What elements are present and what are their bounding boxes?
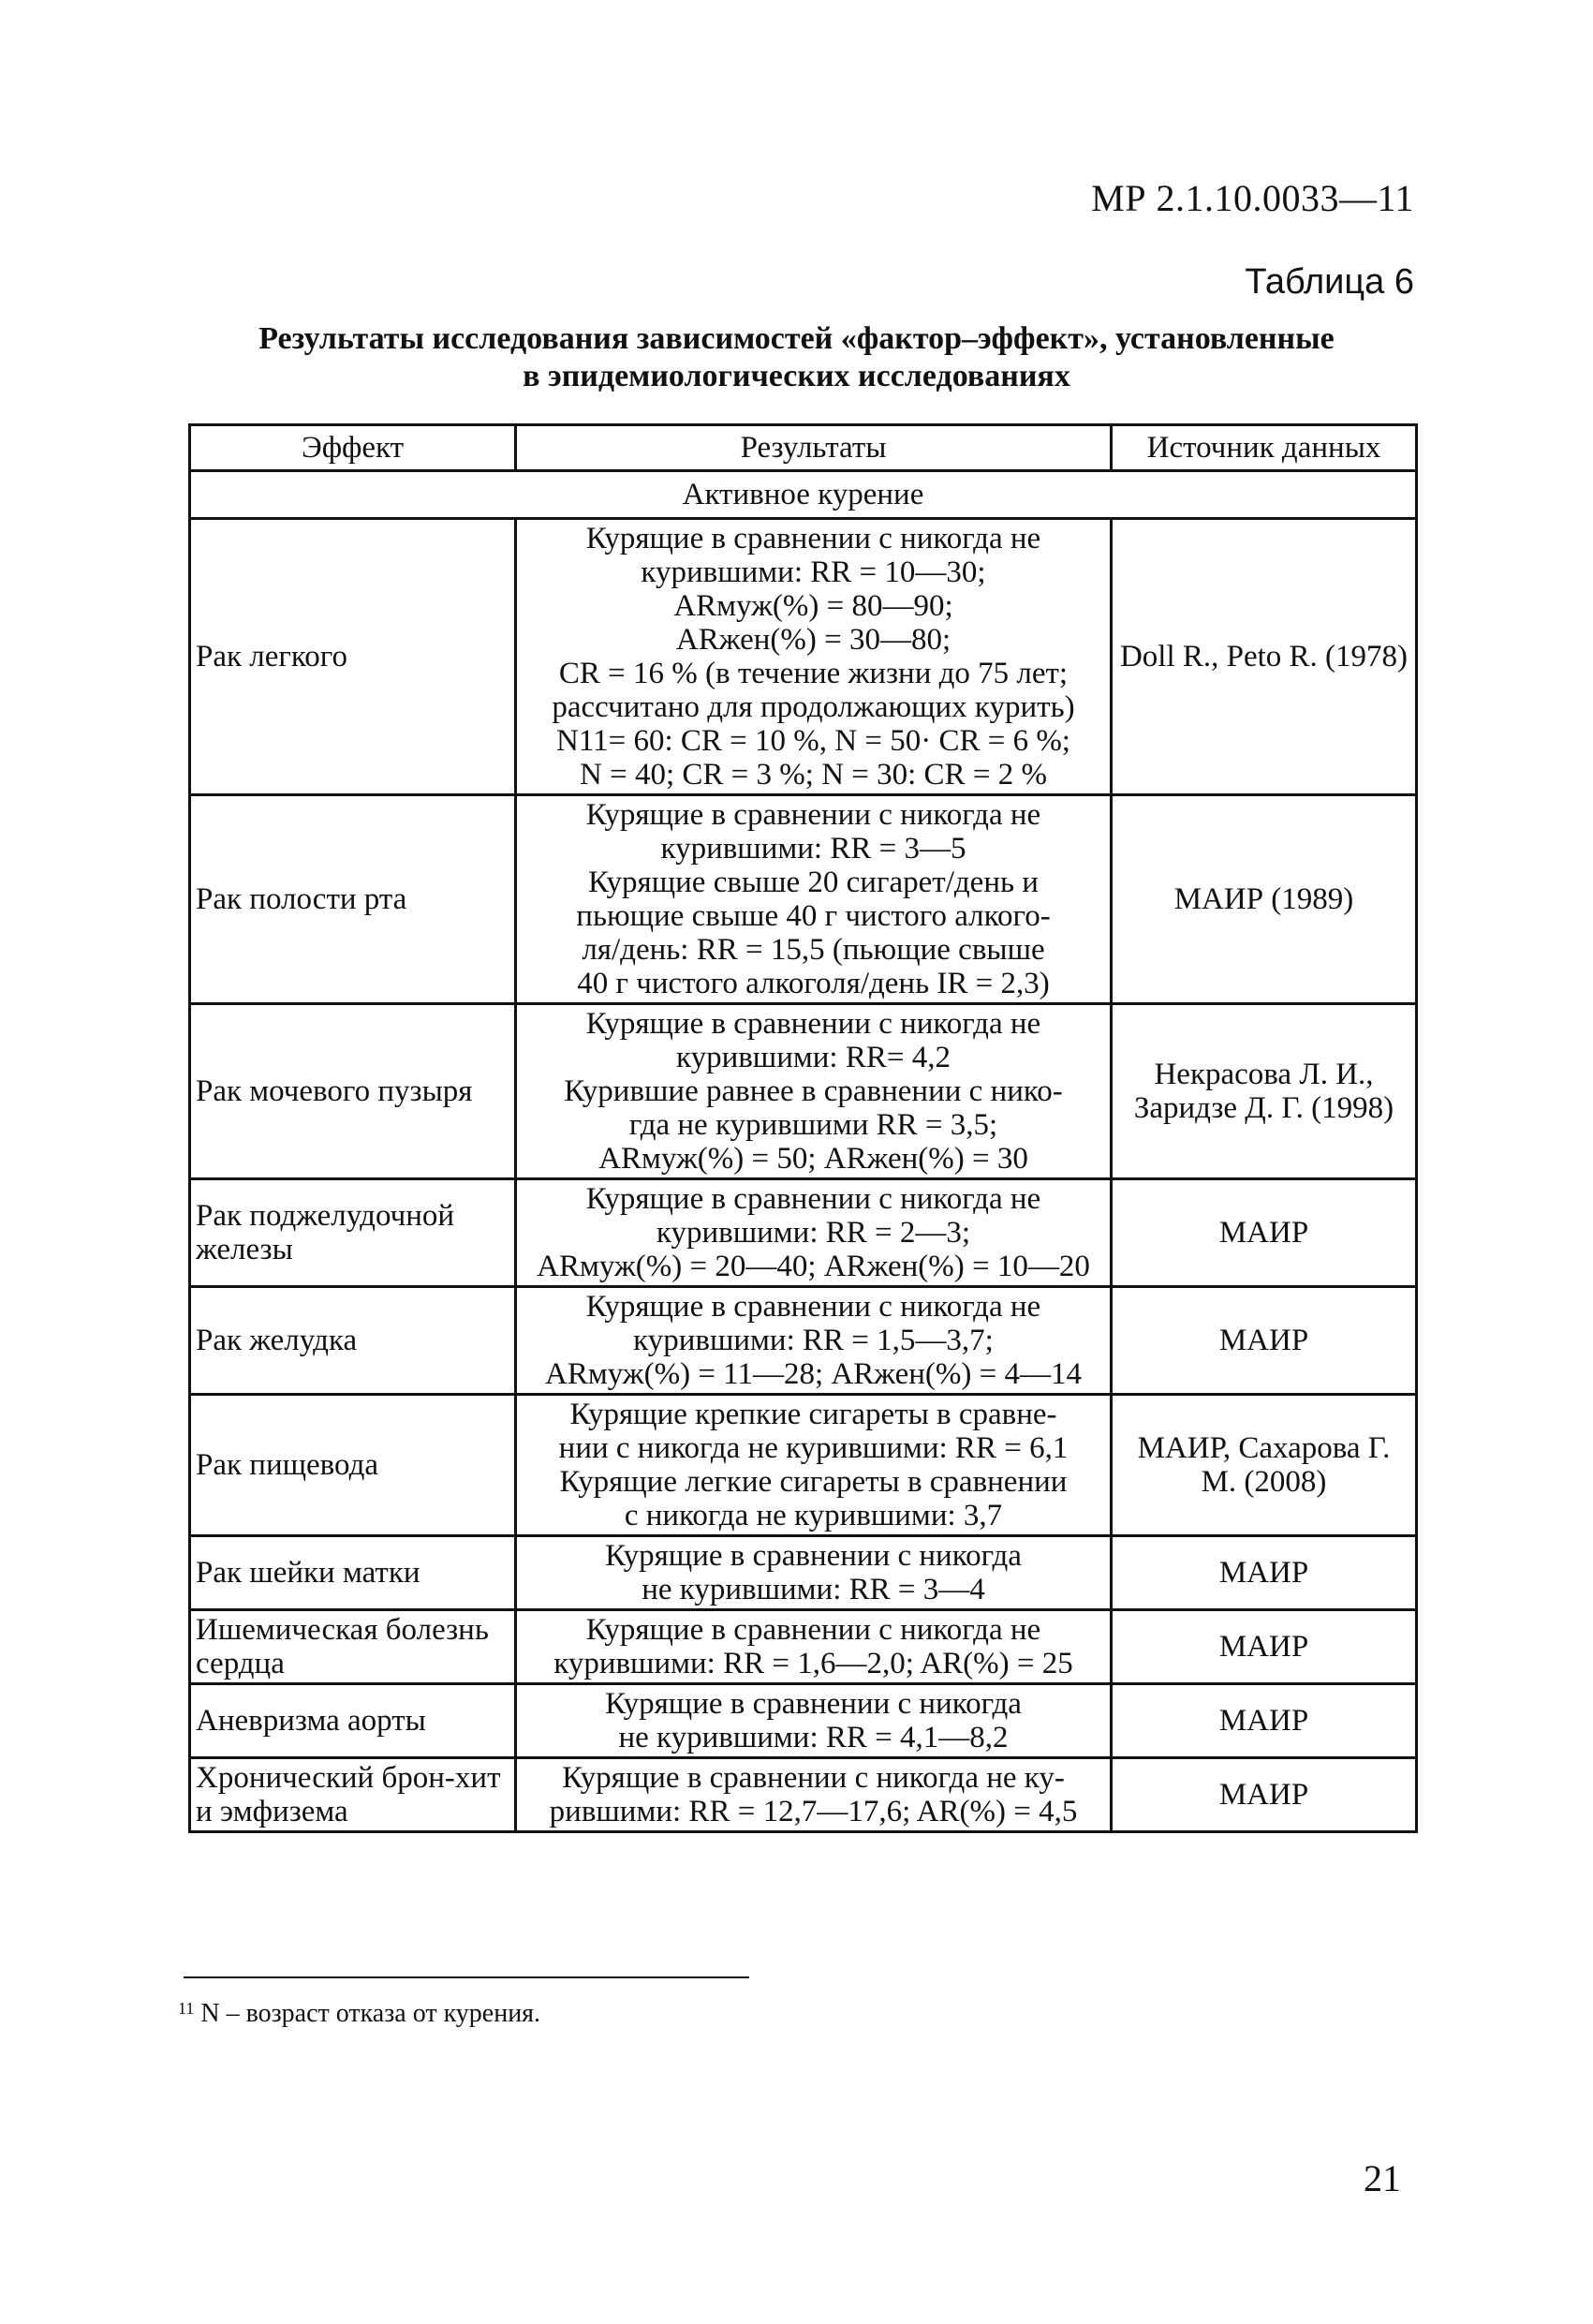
results-line: ARжен(%) = 30—80; (675, 623, 951, 657)
results-line: Курящие в сравнении с никогда не (585, 1290, 1041, 1324)
effect-cell: Рак поджелудочной железы (190, 1179, 516, 1287)
results-line: Курящие в сравнении с никогда не (585, 1007, 1041, 1041)
results-cell (516, 1536, 1112, 1610)
table-row (190, 1395, 1417, 1536)
table-row (190, 1536, 1417, 1610)
results-line: курившими: RR = 2—3; (656, 1216, 971, 1250)
source-cell: Doll R., Peto R. (1978) (1112, 519, 1417, 795)
source-cell: МАИР (1112, 1287, 1417, 1395)
section-active-smoking: Активное курение (190, 471, 1417, 519)
source-cell: МАИР (1112, 1536, 1417, 1610)
table-row (190, 1179, 1417, 1287)
results-line: Курящие в сравнении с никогда (605, 1539, 1022, 1573)
effect-cell: Рак полости рта (190, 795, 516, 1004)
effect-cell: Аневризма аорты (190, 1684, 516, 1758)
results-line: CR = 16 % (в течение жизни до 75 лет; (558, 657, 1069, 690)
results-line: Курящие свыше 20 сигарет/день и (588, 866, 1039, 899)
table-title (178, 320, 1415, 395)
document-code: МР 2.1.10.0033—11 (1091, 177, 1414, 219)
table-title-line-2: в эпидемиологических исследованиях (523, 359, 1070, 393)
results-line: 40 г чистого алкоголя/день IR = 2,3) (577, 967, 1050, 1000)
results-line: Курящие в сравнении с никогда не (585, 1613, 1041, 1647)
source-cell: МАИР (1112, 1684, 1417, 1758)
effect-cell: Рак пищевода (190, 1395, 516, 1536)
results-line: курившими: RR= 4,2 (676, 1041, 951, 1074)
table-row (190, 519, 1417, 795)
table-number: Таблица 6 (1245, 262, 1414, 302)
results-cell (516, 519, 1112, 795)
source-cell: МАИР (1112, 1758, 1417, 1832)
effect-cell: Рак мочевого пузыря (190, 1004, 516, 1179)
results-line: ARмуж(%) = 50; ARжен(%) = 30 (598, 1142, 1028, 1176)
footnote-marker: 11 (178, 1999, 195, 2018)
source-cell: МАИР, Сахарова Г. М. (2008) (1112, 1395, 1417, 1536)
table-row (190, 1004, 1417, 1179)
results-line: гда не курившими RR = 3,5; (628, 1108, 998, 1142)
results-line: N = 40; CR = 3 %; N = 30: CR = 2 % (580, 758, 1047, 792)
results-line: пьющие свыше 40 г чистого алкого- (576, 899, 1051, 933)
results-line: с никогда не курившими: 3,7 (624, 1499, 1003, 1532)
results-line: нии с никогда не курившими: RR = 6,1 (558, 1431, 1069, 1465)
section-row (190, 471, 1417, 519)
table-row (190, 1287, 1417, 1395)
page-number: 21 (1364, 2157, 1401, 2199)
results-cell (516, 1004, 1112, 1179)
table-row (190, 1610, 1417, 1684)
footnote-text: N – возраст отказа от курения. (194, 1999, 541, 2028)
results-line: курившими: RR = 3—5 (660, 832, 966, 866)
results-line: Курящие легкие сигареты в сравнении (559, 1465, 1068, 1499)
results-line: не курившими: RR = 3—4 (642, 1573, 985, 1606)
source-cell: МАИР (1112, 1179, 1417, 1287)
results-line: Курящие крепкие сигареты в сравне- (569, 1398, 1057, 1431)
results-line: ARмуж(%) = 11—28; ARжен(%) = 4—14 (545, 1357, 1082, 1391)
effect-cell: Ишемическая болезнь сердца (190, 1610, 516, 1684)
effect-cell: Хронический брон-хит и эмфизема (190, 1758, 516, 1832)
table-row (190, 795, 1417, 1004)
column-header-results: Результаты (516, 425, 1112, 471)
results-line: N11= 60: CR = 10 %, N = 50· CR = 6 %; (556, 724, 1070, 758)
results-line: ARмуж(%) = 20—40; ARжен(%) = 10—20 (537, 1250, 1090, 1283)
results-line: не курившими: RR = 4,1—8,2 (618, 1721, 1009, 1754)
results-cell (516, 795, 1112, 1004)
results-line: курившими: RR = 1,6—2,0; AR(%) = 25 (553, 1647, 1073, 1680)
results-cell (516, 1684, 1112, 1758)
results-cell (516, 1287, 1112, 1395)
results-line: курившими: RR = 10—30; (641, 555, 986, 589)
results-cell (516, 1610, 1112, 1684)
results-line: Курящие в сравнении с никогда (605, 1687, 1022, 1721)
results-cell (516, 1179, 1112, 1287)
source-cell: МАИР (1989) (1112, 795, 1417, 1004)
effect-cell: Рак легкого (190, 519, 516, 795)
source-cell: МАИР (1112, 1610, 1417, 1684)
table-row (190, 1684, 1417, 1758)
column-header-effect: Эффект (190, 425, 516, 471)
results-line: рившими: RR = 12,7—17,6; AR(%) = 4,5 (549, 1795, 1078, 1828)
results-line: Курящие в сравнении с никогда не (585, 522, 1041, 555)
effect-cell: Рак желудка (190, 1287, 516, 1395)
effect-cell: Рак шейки матки (190, 1536, 516, 1610)
table-title-line-1: Результаты исследования зависимостей «фактор–эффект», установленные (258, 321, 1335, 356)
table-row (190, 1758, 1417, 1832)
source-cell: Некрасова Л. И., Заридзе Д. Г. (1998) (1112, 1004, 1417, 1179)
results-line: ARмуж(%) = 80—90; (673, 589, 953, 623)
results-line: рассчитано для продолжающих курить) (552, 690, 1075, 724)
results-line: курившими: RR = 1,5—3,7; (633, 1324, 994, 1357)
column-header-source: Источник данных (1112, 425, 1417, 471)
results-line: Курящие в сравнении с никогда не ку- (562, 1761, 1065, 1795)
results-line: Курящие в сравнении с никогда не (585, 1182, 1041, 1216)
results-cell (516, 1395, 1112, 1536)
table-header-row (190, 425, 1417, 471)
footnote (178, 1999, 540, 2029)
results-line: ля/день: RR = 15,5 (пьющие свыше (582, 933, 1045, 967)
results-line: Курящие в сравнении с никогда не (585, 798, 1041, 832)
results-cell (516, 1758, 1112, 1832)
results-table (188, 423, 1418, 1833)
results-line: Курившие равнее в сравнении с нико- (564, 1074, 1063, 1108)
footnote-divider (184, 1976, 749, 1978)
